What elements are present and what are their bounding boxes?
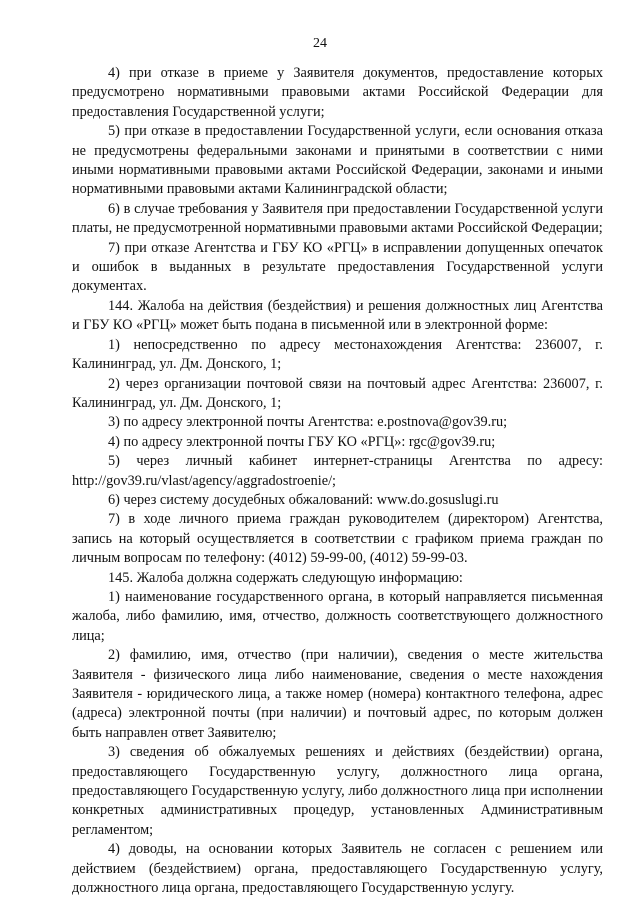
list-item-personal-cabinet: 5) через личный кабинет интернет-страницы Агентства по адресу: http://gov39.ru/vlast/agency/aggradostroenie/; [72, 453, 603, 489]
list-item-payment-demand: 6) в случае требования у Заявителя при предоставлении Государственной услуги платы, не предусмотренной нормативными правовыми актами Российской Федерации; [72, 200, 603, 237]
document-body [72, 64, 603, 898]
list-item-pretrial-system: 6) через систему досудебных обжалований: www.do.gosuslugi.ru [108, 491, 499, 508]
list-item-rgc-email: 4) по адресу электронной почты ГБУ КО «РГЦ»: rgc@gov39.ru; [108, 433, 496, 450]
page-number: 24 [313, 36, 327, 51]
list-item-applicant-details: 2) фамилию, имя, отчество (при наличии), сведения о месте жительства Заявителя - физического лица либо наименование, сведения о месте нахождения Заявителя - юридического лица, а также номер (номера) контактного телефона, адрес (адреса) электронной почты (при наличии) и почтовый адрес, по которым должен быть направлен ответ Заявителю; [72, 647, 603, 741]
clause-145: 145. Жалоба должна содержать следующую информацию: [108, 569, 463, 586]
list-item-personal-reception: 7) в ходе личного приема граждан руководителем (директором) Агентства, запись на который осуществляется в соответствии с графиком приема граждан по личным вопросам по телефону: (4012) 59-99-00, (4012) 59-99-03. [72, 511, 603, 567]
list-item-refusal-service: 5) при отказе в предоставлении Государственной услуги, если основания отказа не предусмотрены федеральными законами и принятыми в соответствии с ними иными нормативными правовыми актами Российской Федерации, законами и иными нормативными правовыми актами Калининградской области; [72, 123, 603, 198]
list-item-agency-email: 3) по адресу электронной почты Агентства: e.postnova@gov39.ru; [108, 414, 508, 431]
list-item-authority-name: 1) наименование государственного органа, в который направляется письменная жалоба, либо фамилию, имя, отчество, должность соответствующего должностного лица; [72, 588, 603, 644]
list-item-appealed-decisions: 3) сведения об обжалуемых решениях и действиях (бездействии) органа, предоставляющего Государственную услугу, должностного лица органа, предоставляющего Государственную услугу, либо должностного лица при исполнении конкретных административных процедур, установленных Административным регламентом; [72, 744, 603, 838]
list-item-refusal-documents: 4) при отказе в приеме у Заявителя документов, предоставление которых предусмотрено нормативными правовыми актами Российской Федерации для предоставления Государственной услуги; [72, 65, 603, 120]
list-item-refusal-corrections: 7) при отказе Агентства и ГБУ КО «РГЦ» в исправлении допущенных опечаток и ошибок в выданных в результате предоставления Государственной услуги документах. [72, 239, 603, 295]
list-item-address-direct: 1) непосредственно по адресу местонахождения Агентства: 236007, г. Калининград, ул. Дм. Донского, 1; [72, 336, 603, 373]
list-item-arguments: 4) доводы, на основании которых Заявитель не согласен с решением или действием (бездействием) органа, предоставляющего Государственную услугу, должностного лица органа, предоставляющего Государственную услугу. [72, 841, 603, 897]
clause-144: 144. Жалоба на действия (бездействия) и решения должностных лиц Агентства и ГБУ КО «РГЦ» может быть подана в письменной или в электронной форме: [72, 297, 603, 334]
list-item-postal: 2) через организации почтовой связи на почтовый адрес Агентства: 236007, г. Калининград, ул. Дм. Донского, 1; [72, 375, 603, 411]
